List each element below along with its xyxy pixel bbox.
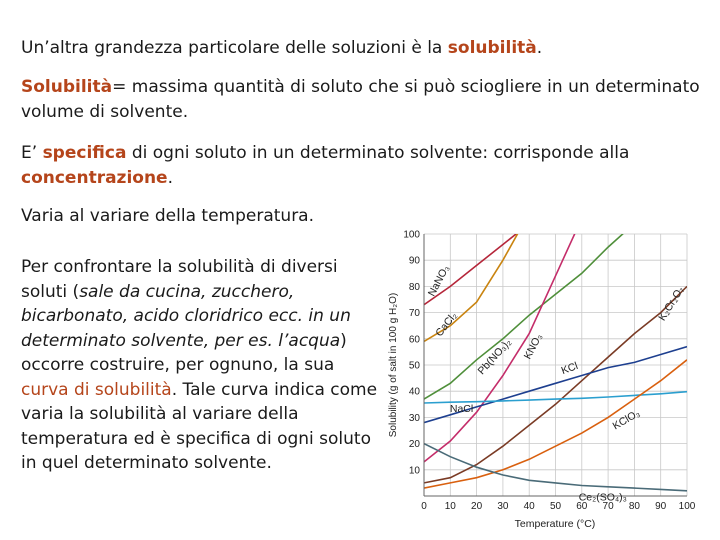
series-line-0 [424,222,569,305]
specificity-middle: di ogni soluto in un determinato solvente: corrisponde alla [126,143,630,163]
paragraph-temperature [21,204,381,229]
y-tick-label-3: 40 [408,386,420,398]
y-tick-label-8: 90 [408,255,420,267]
solubility-chart [380,222,705,540]
specificity-start: E’ [21,143,43,163]
x-tick-label-8: 80 [628,501,640,512]
paragraph-specificity [21,141,701,191]
series-label-2: Pb(NO₃)₂ [475,336,514,378]
series-label-0: NaNO₃ [425,263,453,299]
x-tick-label-7: 70 [602,501,614,512]
highlight-solubilita: solubilità [447,38,537,58]
series-label-7: KClO₃ [610,407,643,433]
x-tick-label-9: 90 [655,501,667,512]
y-tick-label-5: 60 [408,334,420,346]
y-axis-label: Solubility (g of salt in 100 g H₂O) [388,292,399,438]
curve-middle: ) occorre costruire, per ognuno, la sua [21,330,347,375]
intro-text: Un’altra grandezza particolare delle soluzioni è la [21,38,448,58]
paragraph-intro [21,36,701,61]
x-tick-label-6: 60 [576,501,588,512]
x-tick-label-2: 20 [471,501,483,512]
highlight-concentrazione: concentrazione [21,168,168,188]
paragraph-definition [21,75,701,125]
y-tick-label-1: 20 [408,439,420,451]
y-tick-label-9: 100 [403,229,420,241]
series-label-3: KNO₃ [521,331,545,362]
y-tick-label-6: 70 [408,308,420,320]
series-label-6: NaCl [449,403,474,416]
paragraph-curve [21,255,381,476]
intro-end: . [536,38,543,58]
series-label-1: CaCl₂ [433,309,460,339]
series-label-5: KCl [559,360,580,378]
temperature-text: Varia al variare della temperatura. [21,206,315,226]
chart-grid [424,234,687,496]
y-tick-label-7: 80 [408,281,420,293]
curve-examples: sale da cucina, zucchero, bicarbonato, acido cloridrico ecc. in un determinato solvente, per es. l’acqua [21,281,351,351]
y-tick-label-0: 10 [408,465,420,477]
x-tick-label-5: 50 [549,501,562,512]
x-tick-label-3: 30 [497,501,509,512]
y-tick-label-2: 30 [408,412,420,424]
highlight-specifica: specifica [42,143,127,163]
x-tick-label-0: 0 [421,501,427,512]
specificity-end: . [167,168,173,188]
highlight-solubilita-term: Solubilità [21,77,113,97]
x-axis-label: Temperature (°C) [514,518,596,530]
series-label-8: Ce₂(SO₄)₃ [578,491,627,504]
y-tick-label-4: 50 [408,360,420,372]
highlight-curva-di-solubilita: curva di solubilità [21,379,172,400]
definition-text: = massima quantità di soluto che si può sciogliere in un determinato volume di solvente. [21,77,700,122]
x-tick-label-4: 40 [523,501,535,512]
x-tick-label-10: 100 [678,501,696,512]
curve-end: . Tale curva indica come varia la solubilità al variare della temperatura ed è specifica di ogni soluto in quel determinato solvente. [21,379,378,473]
curve-start: Per confrontare la solubilità di diversi soluti ( [21,257,338,302]
x-tick-label-1: 10 [444,501,456,512]
series-label-4: K₂Cr₂O₇ [656,284,687,324]
